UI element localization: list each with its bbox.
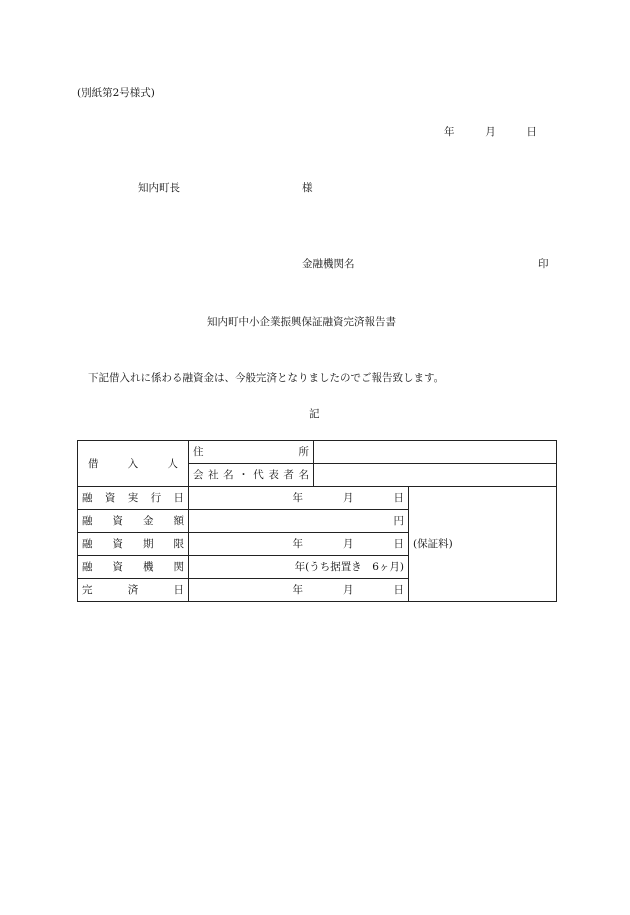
- addressee-honorific: 様: [302, 182, 313, 194]
- completion-month: 月: [343, 584, 354, 596]
- seal-mark: 印: [538, 258, 549, 270]
- deadline-day: 日: [393, 538, 404, 550]
- addressee-name: 知内町長: [138, 182, 180, 194]
- ki-heading: 記: [309, 408, 320, 420]
- document-title: 知内町中小企業振興保証融資完済報告書: [207, 316, 396, 328]
- guarantee-fee-cell: [409, 487, 557, 602]
- form-number: (別紙第2号様式): [77, 87, 155, 99]
- completion-year: 年: [292, 584, 303, 596]
- period-label: 融資機関: [78, 556, 189, 579]
- date-day: 日: [526, 126, 537, 138]
- report-table: [77, 440, 557, 602]
- table-row: [78, 487, 557, 510]
- company-rep-value: [314, 464, 557, 487]
- completion-day: 日: [393, 584, 404, 596]
- execution-date-label: 融資実行日: [78, 487, 189, 510]
- date-year: 年: [444, 126, 455, 138]
- yen-unit: 円: [393, 515, 404, 527]
- amount-value: [189, 510, 409, 533]
- address-value: [314, 441, 557, 464]
- period-value-text: 年(うち据置き 6ヶ月): [294, 561, 404, 573]
- execution-year: 年: [292, 492, 303, 504]
- date-line: [444, 124, 537, 139]
- period-value: [189, 556, 409, 579]
- deadline-year: 年: [292, 538, 303, 550]
- completion-date-label: 完済日: [78, 579, 189, 602]
- address-label: 住所: [189, 441, 314, 464]
- institution-label: 金融機関名: [302, 258, 355, 270]
- deadline-month: 月: [343, 538, 354, 550]
- table-row: [78, 441, 557, 464]
- deadline-label: 融資期限: [78, 533, 189, 556]
- borrower-label: 借入人: [78, 441, 189, 487]
- date-month: 月: [485, 126, 496, 138]
- execution-date-value: [189, 487, 409, 510]
- execution-day: 日: [393, 492, 404, 504]
- deadline-value: [189, 533, 409, 556]
- execution-month: 月: [343, 492, 354, 504]
- company-rep-label: 会社名・代表者名: [189, 464, 314, 487]
- amount-label: 融資金額: [78, 510, 189, 533]
- completion-date-value: [189, 579, 409, 602]
- body-text: 下記借入れに係わる融資金は、今般完済となりましたのでご報告致します。: [88, 372, 445, 384]
- guarantee-fee-label: (保証料): [413, 538, 453, 550]
